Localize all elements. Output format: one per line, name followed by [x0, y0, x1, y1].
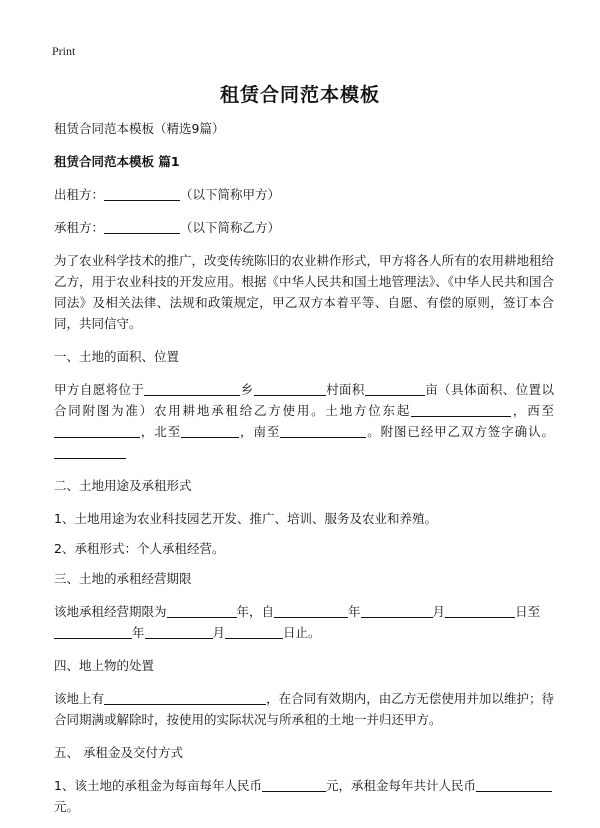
lessee-suffix: （以下简称乙方） [180, 220, 281, 235]
s1-text-7: ，南至 [239, 424, 281, 439]
document-body [54, 118, 554, 817]
section-2-item-1: 1、土地用途为农业科技园艺开发、推广、培训、服务及农业和养殖。 [54, 511, 437, 526]
document-title: 租赁合同范本模板 [219, 84, 380, 106]
s1-text-1: 甲方自愿将位于 [54, 382, 145, 397]
west-blank [54, 423, 140, 438]
s3-text-1: 该地承租经营期限为 [54, 604, 167, 619]
section-2-heading: 二、土地用途及承租形式 [54, 478, 192, 493]
township-blank [144, 381, 240, 396]
section-3-heading: 三、土地的承租经营期限 [54, 571, 192, 586]
lessee-label: 承租方： [54, 220, 105, 235]
lessor-line [54, 184, 554, 205]
rent-total-blank [476, 777, 552, 792]
section-2-item-2: 2、承租形式：个人承租经营。 [54, 541, 225, 556]
section-3-text [54, 601, 554, 643]
north-blank [181, 423, 239, 438]
document-subtitle: 租赁合同范本模板（精选9篇） [54, 121, 225, 136]
s3-text-7: 月 [212, 625, 226, 640]
lessor-suffix: （以下简称甲方） [180, 187, 281, 202]
s4-text-2: ，在合同有效期内，由乙方无偿使用并加以维护；待合同期满或解除时，按使用的实际状况与所承租的土地一并归还甲方。 [54, 691, 554, 727]
s1-text-8: 。附图已经甲乙双方签字确认。 [366, 424, 554, 439]
s3-text-8: 日止。 [283, 625, 321, 640]
lessor-blank [104, 186, 180, 201]
s1-text-2: 乡 [240, 382, 254, 397]
start-year-blank [274, 603, 348, 618]
s3-text-2: 年，自 [236, 604, 275, 619]
rent-per-mu-blank [262, 777, 326, 792]
section-4-text [54, 688, 554, 730]
s3-text-5: 日至 [515, 604, 541, 619]
section-5-heading: 五、 承租金及交付方式 [54, 745, 183, 760]
start-day-blank [445, 603, 515, 618]
lessee-blank [104, 219, 180, 234]
start-month-blank [361, 603, 433, 618]
intro-paragraph: 为了农业科学技术的推广，改变传统陈旧的农业耕作形式，甲方将各人所有的农用耕地租给乙方，用于农业科技的开发应用。根据《中华人民共和国土地管理法》、《中华人民共和国合同法》及相关法律、法规和政策规定，甲乙双方本着平等、自愿、有偿的原则，签订本合同，共同信守。 [54, 253, 555, 331]
section-1-heading: 一、土地的面积、位置 [54, 349, 180, 364]
s1-text-5: ，西至 [511, 403, 554, 418]
section-5-text [54, 775, 554, 817]
village-blank [254, 381, 326, 396]
s5-text-2: 元，承租金每年共计人民币 [325, 778, 476, 793]
s3-text-4: 月 [432, 604, 446, 619]
end-year-blank [54, 624, 132, 639]
lessor-label: 出租方： [54, 187, 105, 202]
s1-text-6: ，北至 [140, 424, 182, 439]
article-heading: 租赁合同范本模板 篇1 [54, 154, 180, 169]
s1-text-4: 亩（具体面积、位置以合同附图为准）农用耕地承租给乙方使用。土地方位东起 [54, 382, 554, 418]
print-link[interactable]: Print [52, 44, 76, 58]
south-blank [280, 423, 366, 438]
end-month-blank [145, 624, 213, 639]
lessee-line [54, 217, 554, 238]
east-blank [411, 402, 511, 417]
s3-text-3: 年 [348, 604, 361, 619]
area-blank [365, 381, 425, 396]
term-years-blank [167, 603, 237, 618]
end-day-blank [225, 624, 283, 639]
s5-text-3: 元。 [54, 799, 80, 814]
s4-text-1: 该地上有 [54, 691, 105, 706]
section-1-text [54, 379, 554, 463]
s3-text-6: 年 [132, 625, 145, 640]
ground-objects-blank [104, 690, 266, 705]
signature-blank [54, 444, 126, 459]
s5-text-1: 1、该土地的承租金为每亩每年人民币 [54, 778, 262, 793]
section-4-heading: 四、地上物的处置 [54, 658, 155, 673]
s1-text-3: 村面积 [325, 382, 365, 397]
